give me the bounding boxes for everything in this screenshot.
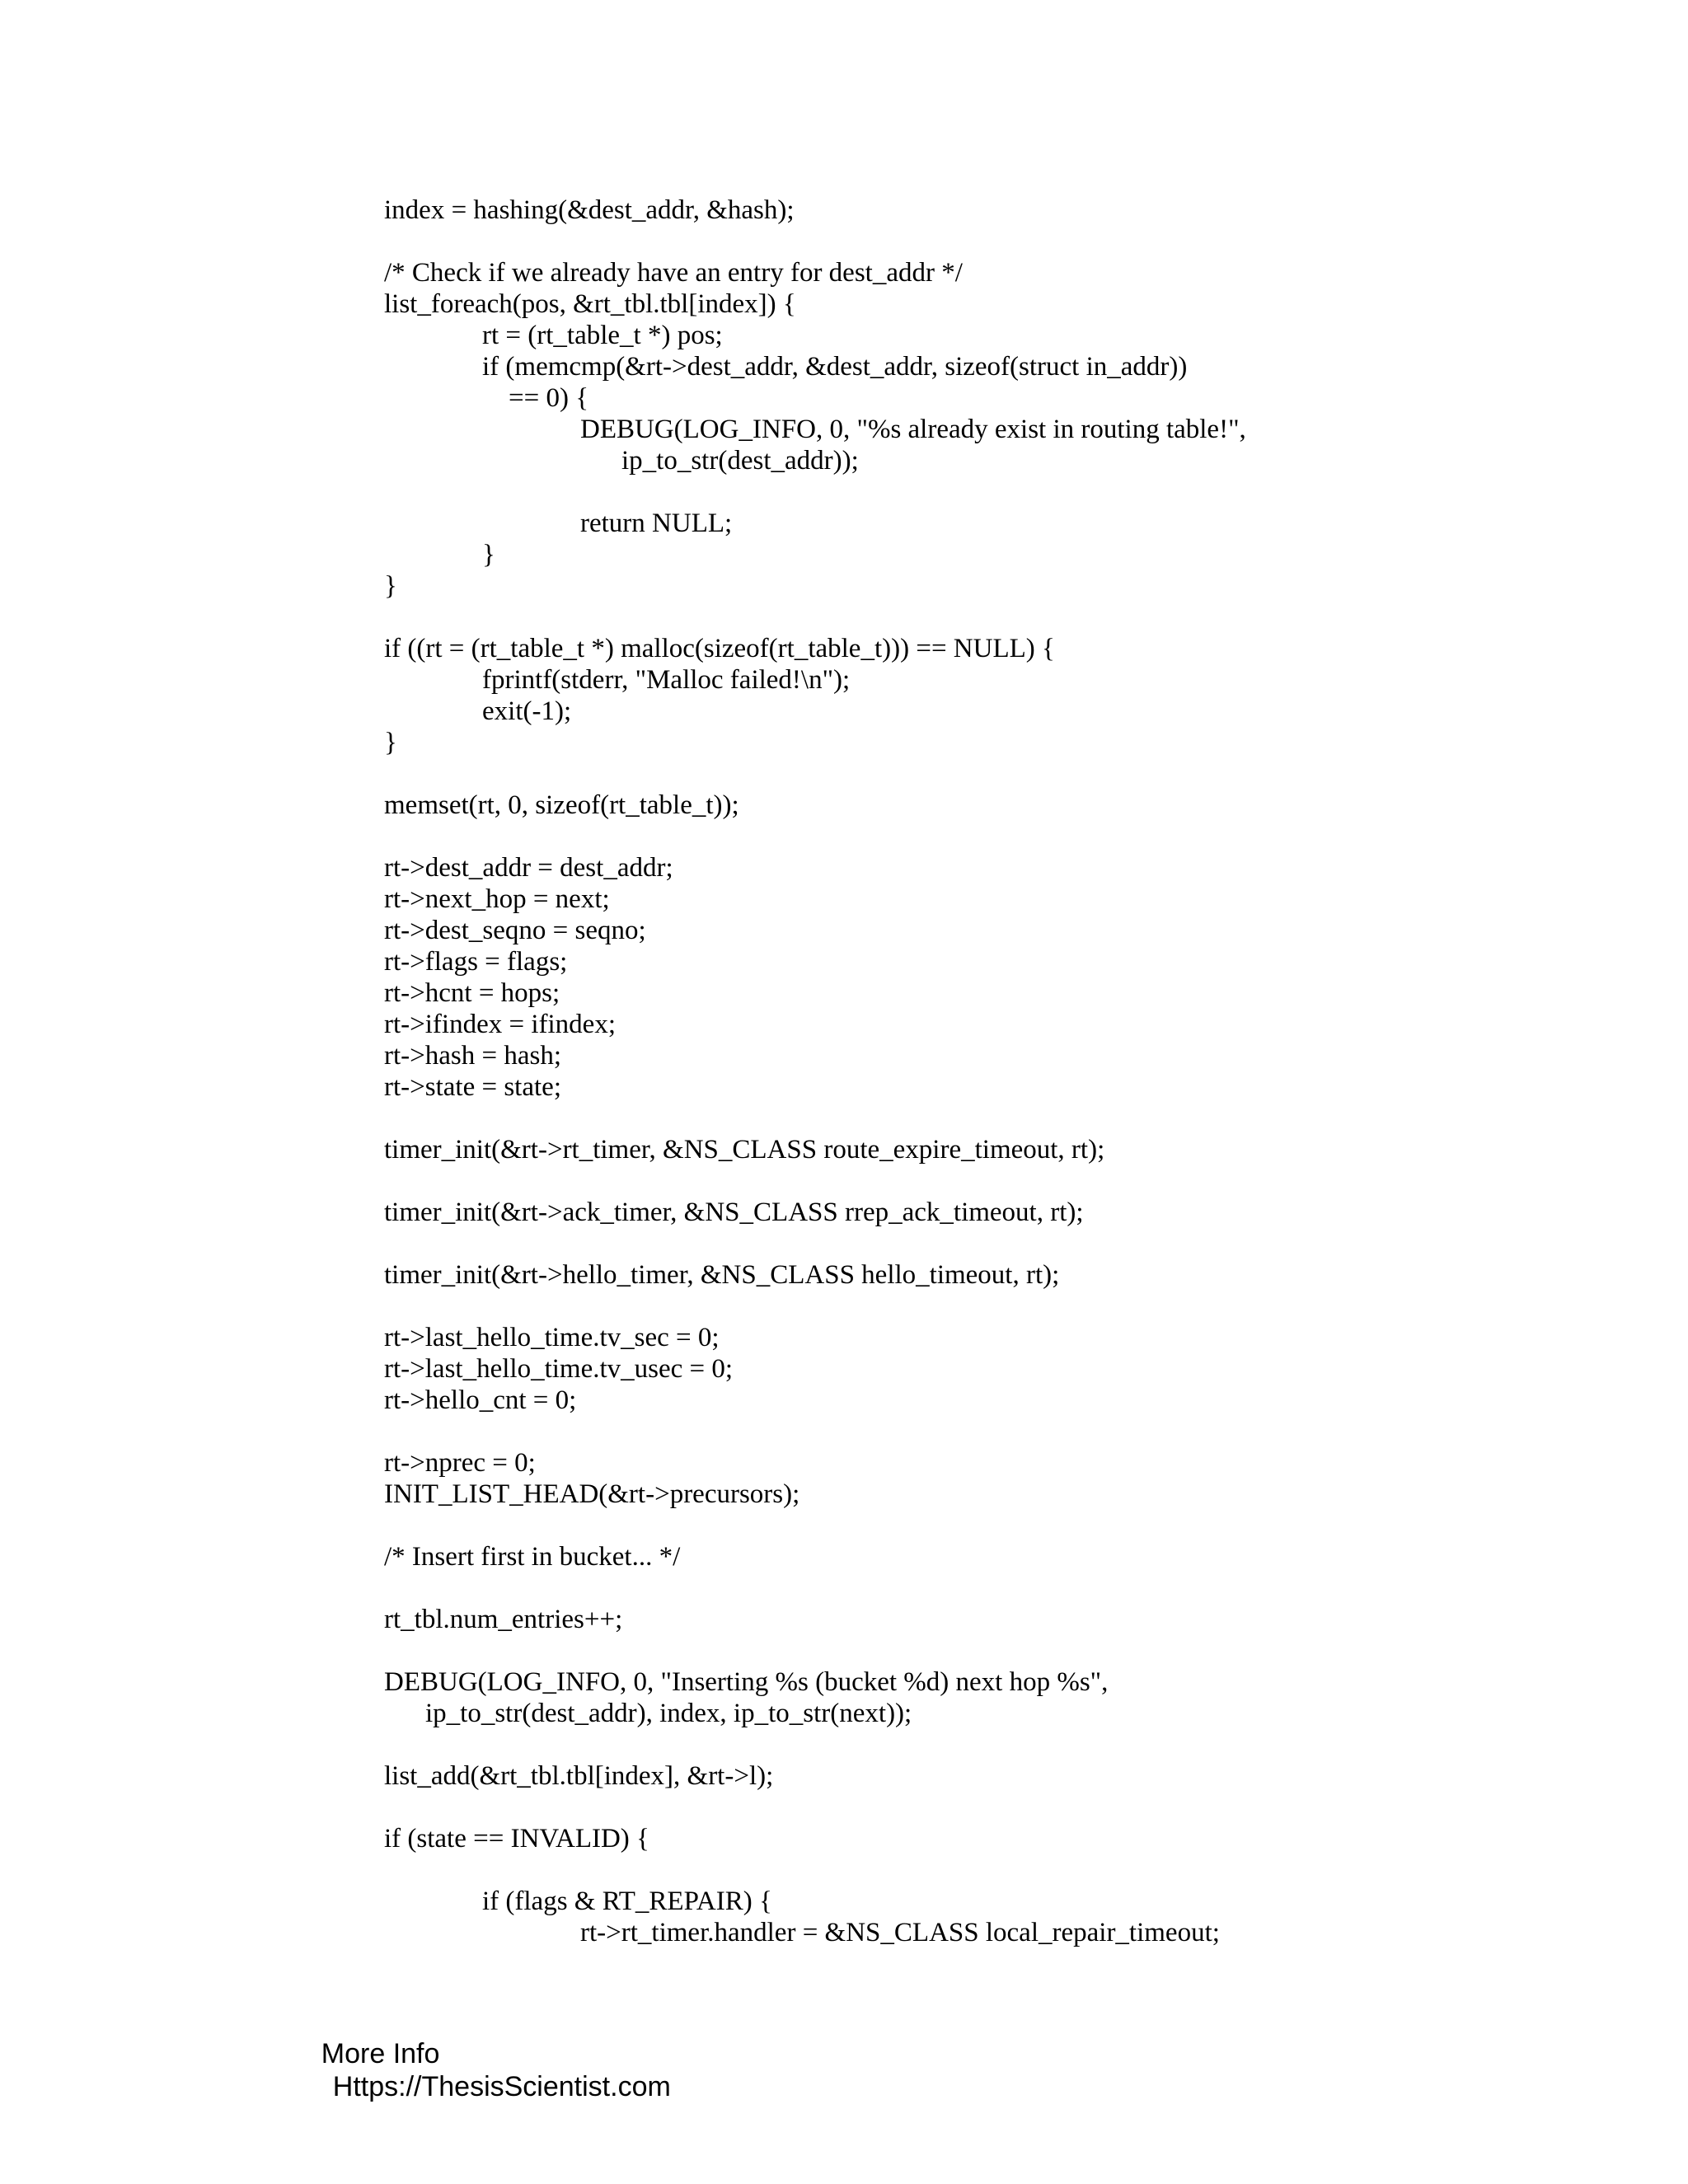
code-line: if (memcmp(&rt->dest_addr, &dest_addr, sizeof(struct in_addr)) <box>482 352 1188 382</box>
code-line: } <box>384 571 397 601</box>
code-line: rt->state = state; <box>384 1072 561 1102</box>
code-line: } <box>384 728 397 757</box>
code-line: index = hashing(&dest_addr, &hash); <box>384 195 795 225</box>
code-line: list_foreach(pos, &rt_tbl.tbl[index]) { <box>384 289 796 319</box>
footer <box>290 2004 671 2136</box>
code-line: DEBUG(LOG_INFO, 0, "Inserting %s (bucket %d) next hop %s", <box>384 1667 1109 1697</box>
code-line: } <box>482 540 495 569</box>
code-line: timer_init(&rt->rt_timer, &NS_CLASS route_expire_timeout, rt); <box>384 1135 1105 1165</box>
code-line: rt->last_hello_time.tv_sec = 0; <box>384 1323 720 1352</box>
code-line: rt->dest_seqno = seqno; <box>384 916 646 945</box>
code-line: rt->nprec = 0; <box>384 1448 536 1478</box>
code-line: timer_init(&rt->hello_timer, &NS_CLASS hello_timeout, rt); <box>384 1260 1060 1290</box>
code-line: ip_to_str(dest_addr)); <box>621 446 859 476</box>
code-line: list_add(&rt_tbl.tbl[index], &rt->l); <box>384 1761 774 1791</box>
code-line: rt->last_hello_time.tv_usec = 0; <box>384 1354 734 1384</box>
code-line: if (state == INVALID) { <box>384 1824 649 1854</box>
footer-link[interactable]: Https://ThesisScientist.com <box>332 2071 671 2102</box>
code-line: rt->dest_addr = dest_addr; <box>384 853 673 883</box>
footer-label: More Info <box>321 2038 440 2069</box>
code-line: INIT_LIST_HEAD(&rt->precursors); <box>384 1479 800 1509</box>
code-line: timer_init(&rt->ack_timer, &NS_CLASS rrep_ack_timeout, rt); <box>384 1197 1084 1227</box>
code-line: ip_to_str(dest_addr), index, ip_to_str(next)); <box>425 1699 912 1728</box>
code-line: rt->next_hop = next; <box>384 884 610 914</box>
code-line: rt->flags = flags; <box>384 947 568 977</box>
code-line: rt = (rt_table_t *) pos; <box>482 321 723 350</box>
code-line: return NULL; <box>580 509 733 538</box>
code-line: if ((rt = (rt_table_t *) malloc(sizeof(rt_table_t))) == NULL) { <box>384 634 1055 663</box>
code-line: rt->ifindex = ifindex; <box>384 1010 616 1039</box>
code-line: rt->rt_timer.handler = &NS_CLASS local_repair_timeout; <box>580 1918 1220 1947</box>
code-line: rt->hcnt = hops; <box>384 978 560 1008</box>
code-line: rt->hash = hash; <box>384 1041 562 1071</box>
code-line: /* Check if we already have an entry for dest_addr */ <box>384 258 963 288</box>
code-line: DEBUG(LOG_INFO, 0, "%s already exist in routing table!", <box>580 415 1246 444</box>
code-line: fprintf(stderr, "Malloc failed!\n"); <box>482 665 851 695</box>
code-line: if (flags & RT_REPAIR) { <box>482 1886 772 1916</box>
code-line: memset(rt, 0, sizeof(rt_table_t)); <box>384 790 739 820</box>
code-line: /* Insert first in bucket... */ <box>384 1542 681 1572</box>
code-line: exit(-1); <box>482 696 572 726</box>
code-line: rt->hello_cnt = 0; <box>384 1385 577 1415</box>
code-line: == 0) { <box>509 383 589 413</box>
code-line: rt_tbl.num_entries++; <box>384 1605 623 1634</box>
